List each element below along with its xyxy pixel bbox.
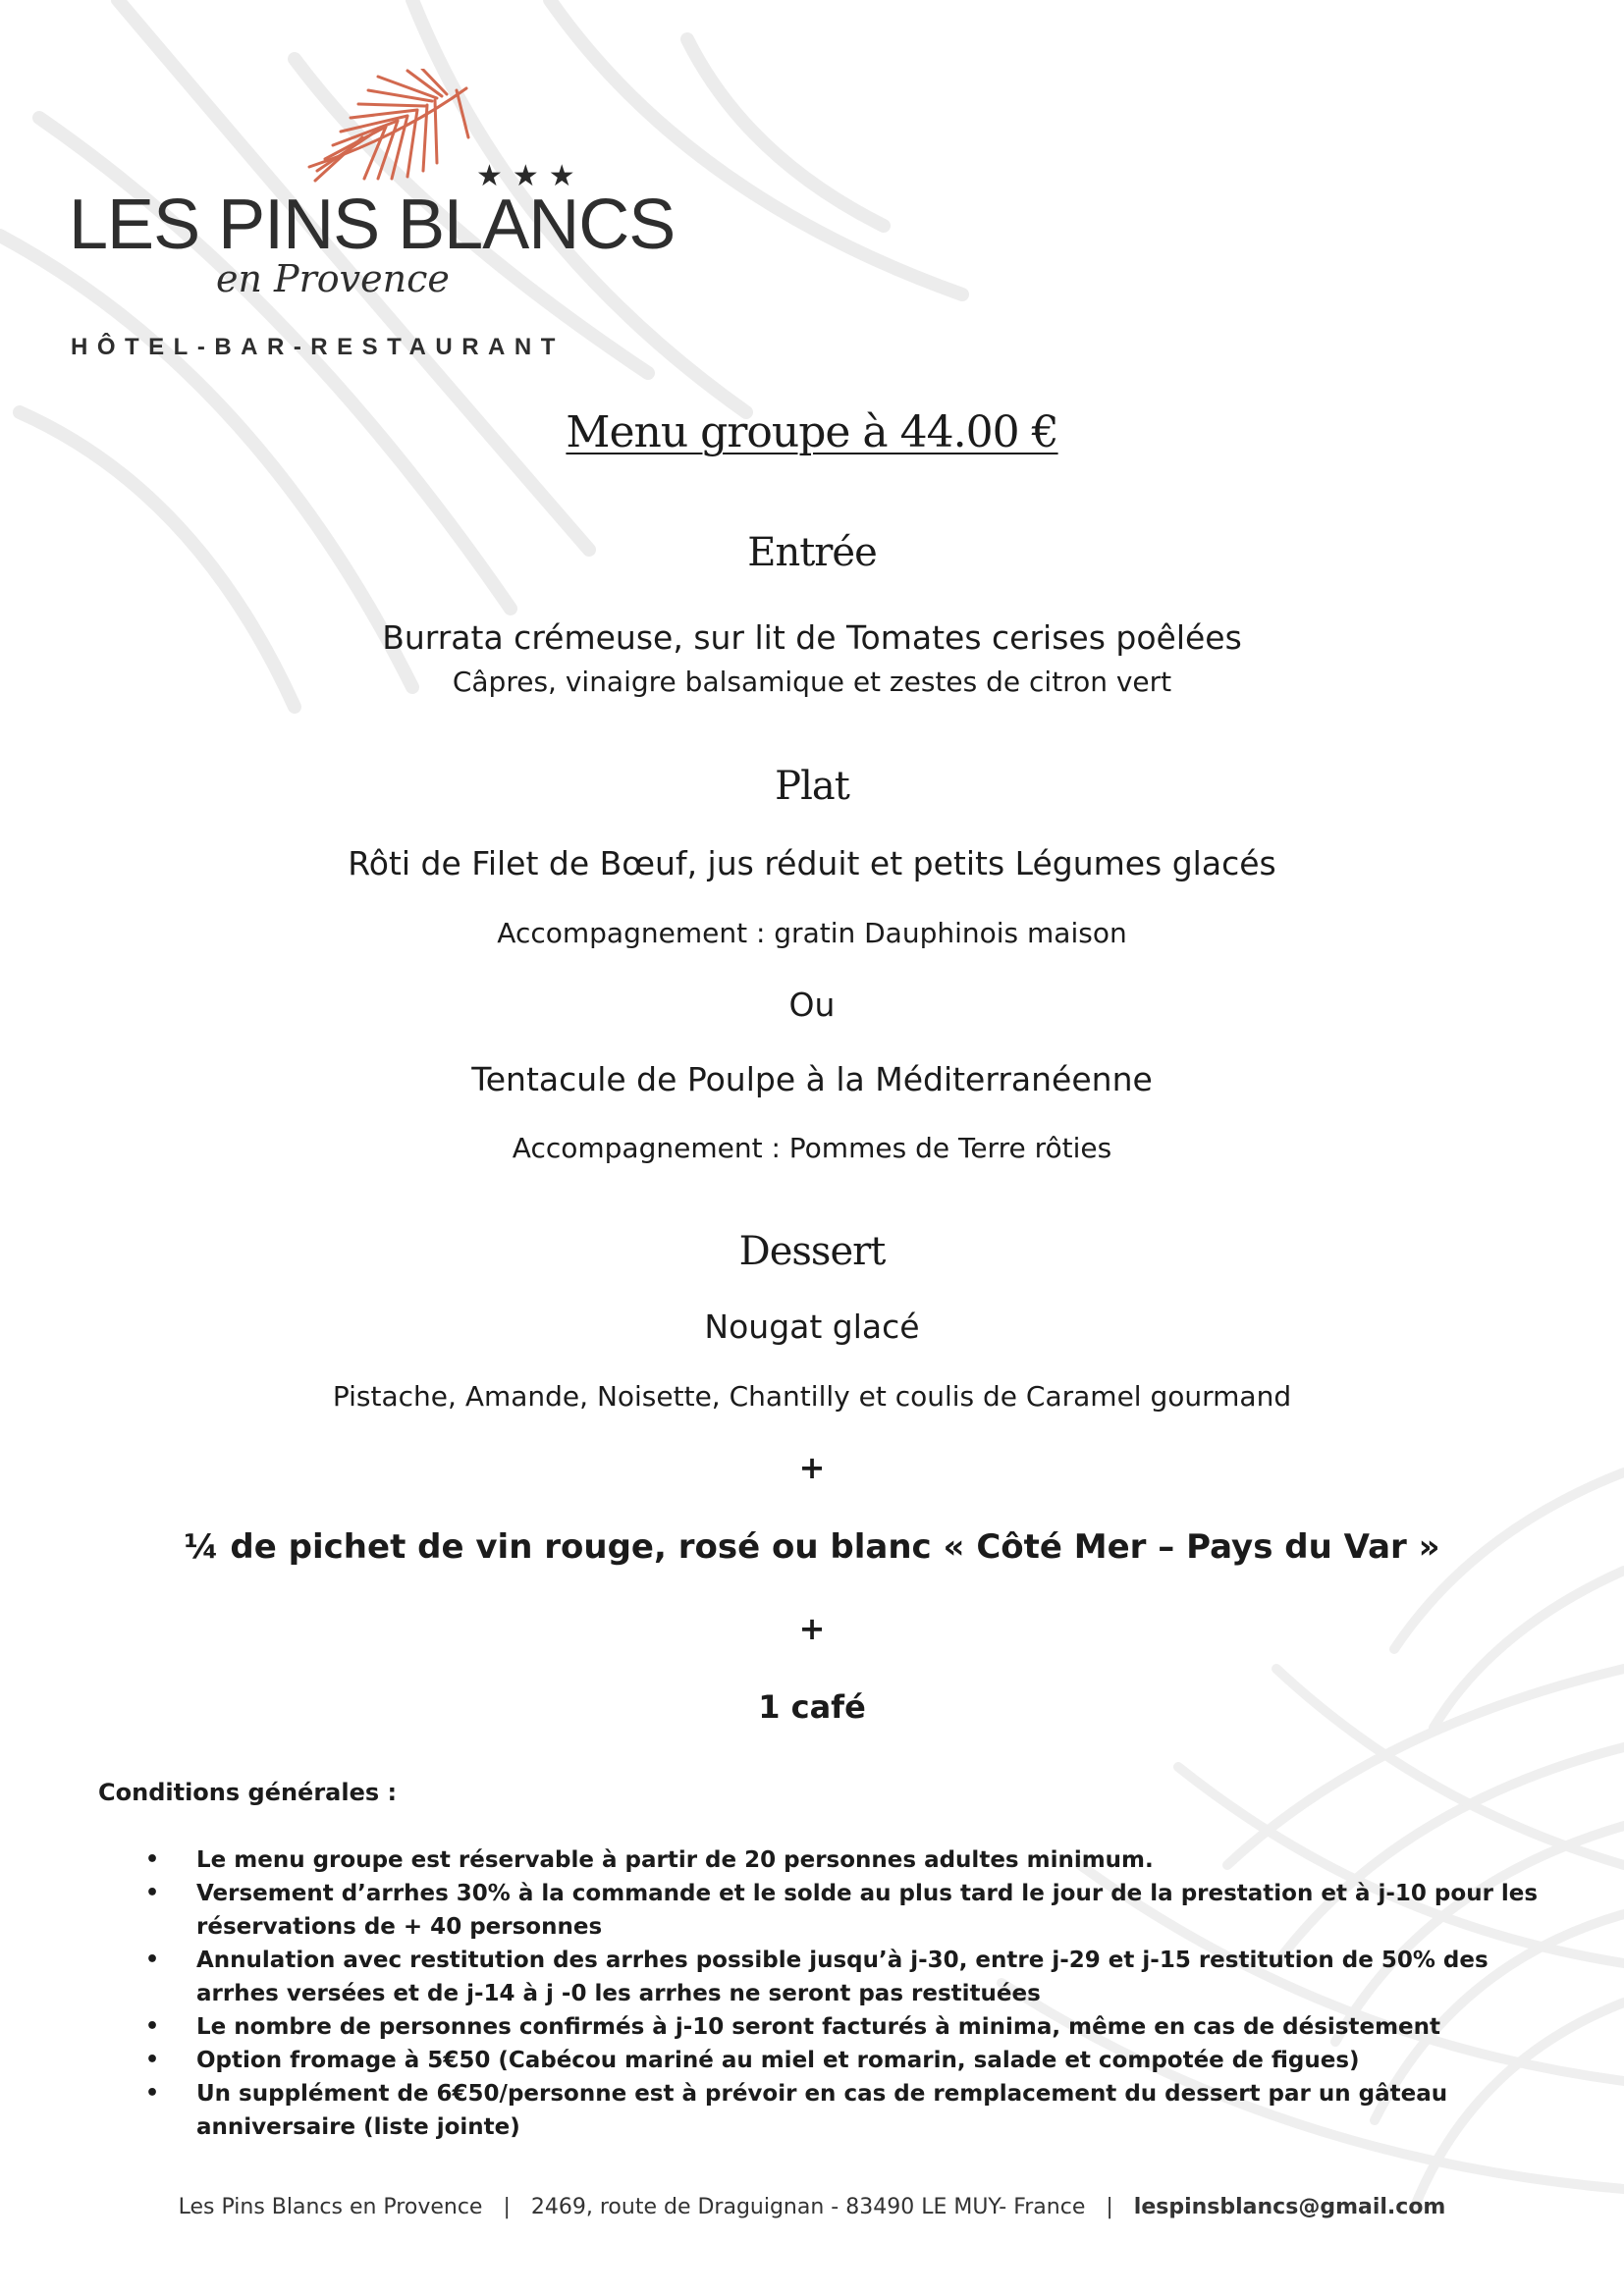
- plat-side-2: Accompagnement : Pommes de Terre rôties: [512, 1132, 1112, 1164]
- condition-text: Option fromage à 5€50 (Cabécou mariné au miel et romarin, salade et compotée de figues): [196, 2048, 1360, 2073]
- footer-address: 2469, route de Draguignan - 83490 LE MUY- France: [530, 2195, 1086, 2219]
- conditions-title: Conditions générales :: [98, 1779, 398, 1806]
- footer-email[interactable]: lespinsblancs@gmail.com: [1133, 2195, 1446, 2219]
- coffee-offer: 1 café: [758, 1688, 866, 1726]
- condition-text: Versement d’arrhes 30% à la commande et le solde au plus tard le jour de la prestation et à j-10 pour les réservations de + 40 personnes: [196, 1881, 1539, 1940]
- list-item: [98, 1944, 1542, 2010]
- footer-separator: |: [1106, 2195, 1113, 2219]
- footer: [0, 2195, 1624, 2219]
- hotel-name: LES PINS BLANCS: [69, 186, 676, 264]
- plat-side-1: Accompagnement : gratin Dauphinois maison: [497, 917, 1127, 949]
- conditions-list: [98, 1843, 1542, 2144]
- plat-dish-2: Tentacule de Poulpe à la Méditerranéenne: [471, 1060, 1153, 1098]
- plus-sign: +: [798, 1449, 826, 1486]
- dessert-dish: Nougat glacé: [704, 1308, 920, 1346]
- entree-detail: Câpres, vinaigre balsamique et zestes de citron vert: [452, 666, 1172, 698]
- section-heading-entree: Entrée: [747, 530, 877, 575]
- section-heading-plat: Plat: [775, 764, 849, 809]
- hotel-logo: [69, 69, 676, 373]
- condition-text: Le menu groupe est réservable à partir de 20 personnes adultes minimum.: [196, 1847, 1154, 1873]
- bullet-icon: •: [145, 1881, 160, 1905]
- plus-sign: +: [798, 1610, 826, 1647]
- hotel-stars: ★★★: [476, 159, 585, 193]
- wine-offer: ¼ de pichet de vin rouge, rosé ou blanc « Côté Mer – Pays du Var »: [184, 1527, 1440, 1567]
- bullet-icon: •: [145, 2048, 160, 2072]
- list-item: [98, 1843, 1542, 1877]
- condition-text: Le nombre de personnes confirmés à j-10 seront facturés à minima, même en cas de désistement: [196, 2014, 1440, 2040]
- condition-text: Un supplément de 6€50/personne est à prévoir en cas de remplacement du dessert par un gâteau anniversaire (liste jointe): [196, 2081, 1448, 2140]
- condition-text: Annulation avec restitution des arrhes possible jusqu’à j-30, entre j-29 et j-15 restitution de 50% des arrhes versées et de j-14 à j -0 les arrhes ne seront pas restituées: [196, 1948, 1489, 2006]
- pine-branch-icon: [260, 69, 476, 187]
- dessert-detail: Pistache, Amande, Noisette, Chantilly et coulis de Caramel gourmand: [332, 1380, 1292, 1413]
- bullet-icon: •: [145, 1847, 160, 1872]
- list-item: [98, 2044, 1542, 2077]
- section-heading-dessert: Dessert: [738, 1229, 886, 1274]
- plat-or: Ou: [788, 986, 836, 1024]
- bullet-icon: •: [145, 1948, 160, 1972]
- hotel-tagline: en Provence: [216, 257, 450, 300]
- footer-separator: |: [503, 2195, 511, 2219]
- hotel-subtitle: HÔTEL-BAR-RESTAURANT: [71, 334, 565, 360]
- list-item: [98, 2077, 1542, 2144]
- menu-title: Menu groupe à 44.00 €: [566, 407, 1058, 457]
- footer-name: Les Pins Blancs en Provence: [178, 2195, 483, 2219]
- entree-dish: Burrata crémeuse, sur lit de Tomates cerises poêlées: [382, 618, 1242, 657]
- list-item: [98, 1877, 1542, 1944]
- list-item: [98, 2010, 1542, 2044]
- bullet-icon: •: [145, 2081, 160, 2106]
- bullet-icon: •: [145, 2014, 160, 2039]
- plat-dish-1: Rôti de Filet de Bœuf, jus réduit et petits Légumes glacés: [348, 844, 1276, 882]
